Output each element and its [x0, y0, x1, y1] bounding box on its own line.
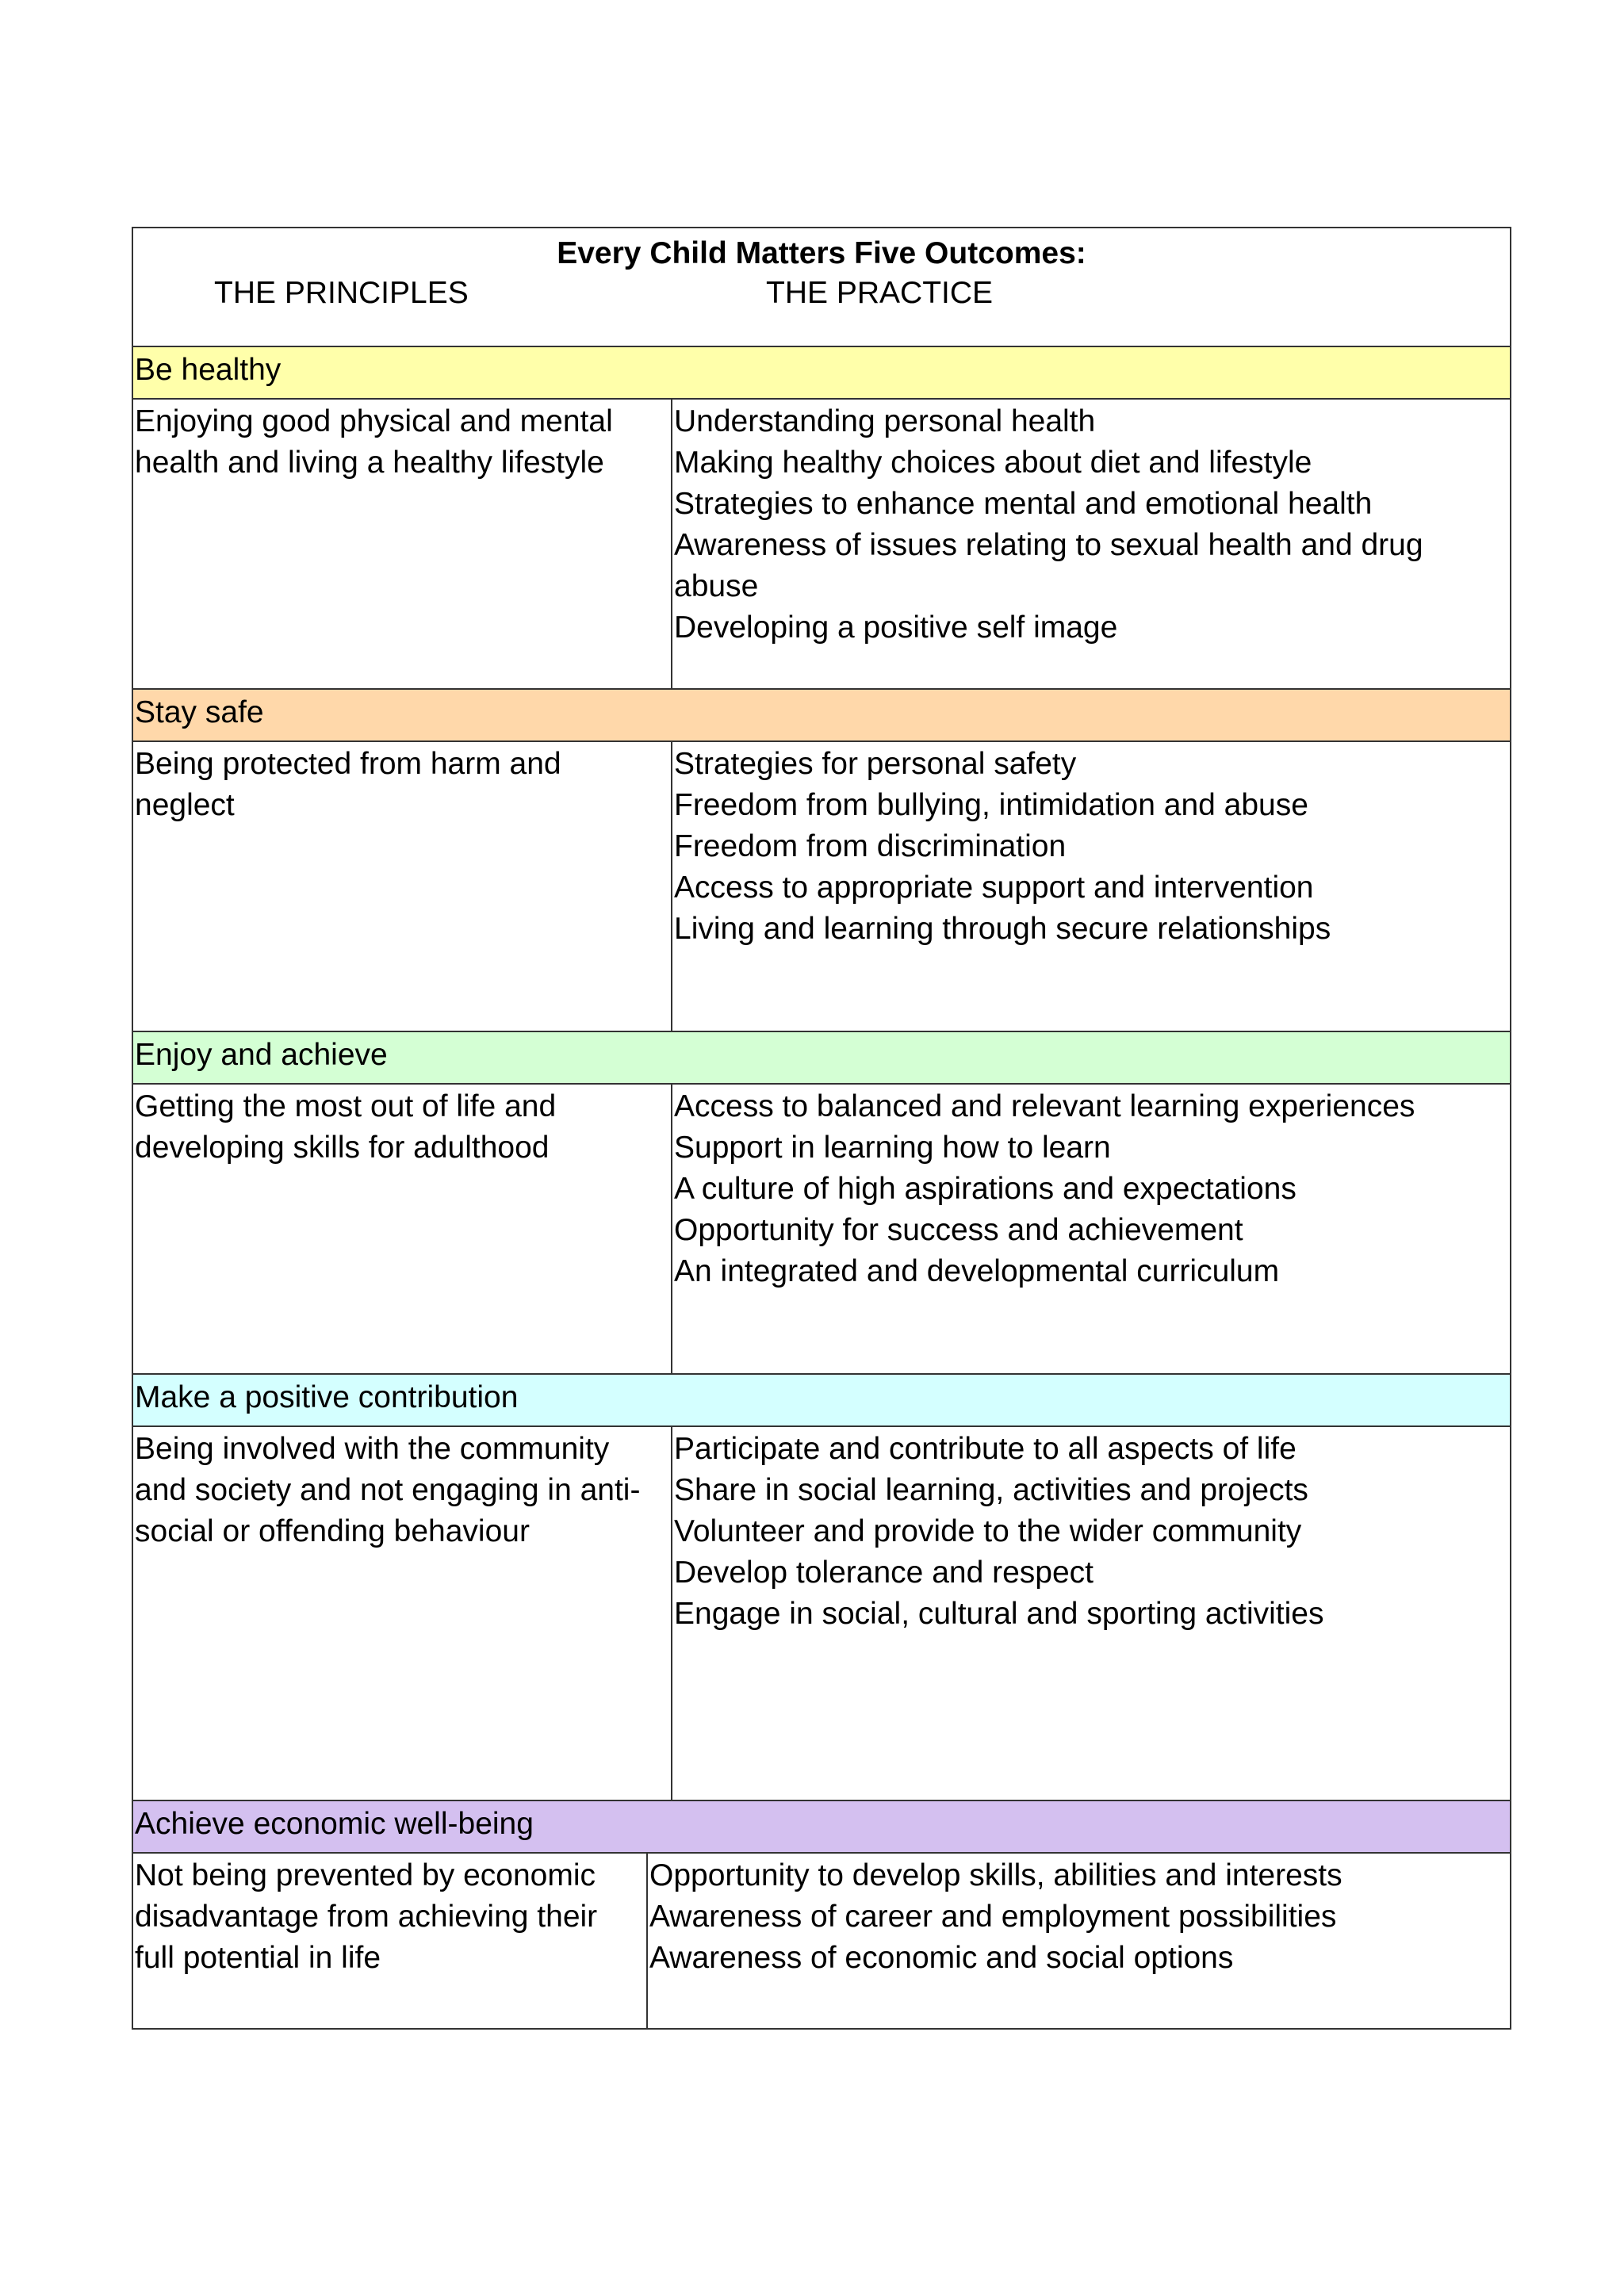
practice-item: Volunteer and provide to the wider community: [674, 1514, 1302, 1548]
practice-item: Share in social learning, activities and projects: [674, 1473, 1308, 1507]
practice-cell: [672, 742, 1510, 1031]
practice-cell: [672, 400, 1510, 688]
practice-item: Strategies to enhance mental and emotional health: [674, 487, 1373, 521]
practice-item: Develop tolerance and respect: [674, 1556, 1094, 1590]
practice-item: Strategies for personal safety: [674, 747, 1077, 781]
principle-cell: Being involved with the community and society and not engaging in anti-social or offending behaviour: [133, 1427, 672, 1800]
outcomes-table: [132, 227, 1511, 2030]
section-row-be-healthy: [133, 400, 1510, 690]
practice-item: Access to appropriate support and intervention: [674, 871, 1314, 905]
practice-item: Access to balanced and relevant learning experiences: [674, 1089, 1415, 1123]
practice-item: Living and learning through secure relationships: [674, 912, 1331, 946]
practice-item: Freedom from bullying, intimidation and abuse: [674, 788, 1308, 822]
practice-item: Developing a positive self image: [674, 610, 1118, 645]
principle-cell: Not being prevented by economic disadvantage from achieving their full potential in life: [133, 1854, 648, 2028]
principle-cell: Enjoying good physical and mental health and living a healthy lifestyle: [133, 400, 672, 688]
section-row-enjoy-and-achieve: [133, 1085, 1510, 1375]
section-header-achieve-economic-well-being: Achieve economic well-being: [133, 1801, 1510, 1854]
practice-item: Freedom from discrimination: [674, 829, 1067, 863]
practice-item: Awareness of issues relating to sexual health and drug abuse: [674, 528, 1423, 603]
practice-item: Awareness of economic and social options: [649, 1941, 1234, 1975]
practice-item: Opportunity to develop skills, abilities and interests: [649, 1858, 1342, 1892]
section-header-enjoy-and-achieve: Enjoy and achieve: [133, 1032, 1510, 1085]
principles-heading: THE PRINCIPLES: [214, 276, 469, 310]
section-row-stay-safe: [133, 742, 1510, 1032]
practice-heading: THE PRACTICE: [766, 276, 994, 310]
practice-item: Making healthy choices about diet and lifestyle: [674, 446, 1312, 480]
principle-cell: Getting the most out of life and developing skills for adulthood: [133, 1085, 672, 1373]
practice-cell: [672, 1427, 1510, 1800]
practice-item: An integrated and developmental curriculum: [674, 1254, 1280, 1288]
document-title: Every Child Matters Five Outcomes:: [557, 236, 1086, 270]
title-block: [133, 228, 1510, 347]
principle-cell: Being protected from harm and neglect: [133, 742, 672, 1031]
practice-item: Participate and contribute to all aspects of life: [674, 1432, 1297, 1466]
section-header-stay-safe: Stay safe: [133, 690, 1510, 742]
practice-cell: [648, 1854, 1510, 2028]
practice-item: Support in learning how to learn: [674, 1131, 1111, 1165]
practice-item: A culture of high aspirations and expectations: [674, 1172, 1297, 1206]
practice-item: Awareness of career and employment possibilities: [649, 1900, 1337, 1934]
section-row-achieve-economic-well-being: [133, 1854, 1510, 2028]
practice-item: Understanding personal health: [674, 404, 1096, 438]
practice-item: Engage in social, cultural and sporting activities: [674, 1597, 1324, 1631]
practice-item: Opportunity for success and achievement: [674, 1213, 1243, 1247]
practice-cell: [672, 1085, 1510, 1373]
section-header-be-healthy: Be healthy: [133, 347, 1510, 400]
section-row-make-a-positive-contribution: [133, 1427, 1510, 1801]
section-header-make-a-positive-contribution: Make a positive contribution: [133, 1375, 1510, 1427]
